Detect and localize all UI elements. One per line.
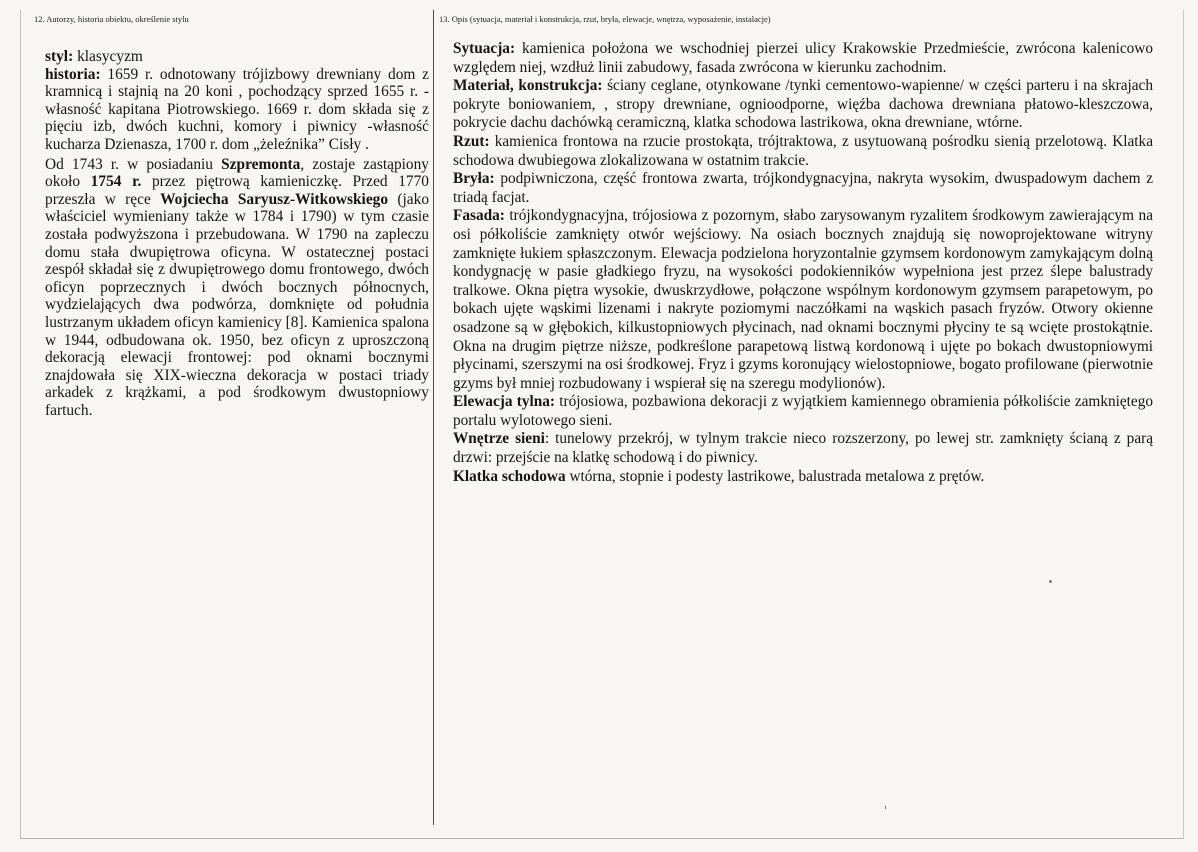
style-paragraph: [45, 48, 429, 154]
ownership-text-d: (jako właściciel wymieniany także w 1784 i 1790) w tym czasie została podwyższona i przebudowana. W 1790 na zapleczu domu stała dwupiętrowa oficyna. W ostatecznej postaci zespół składał się z dwupiętrowego domu frontowego, dwóch oficyn poprzecznych i dwóch bocznych północnych, wydzielających dwa podwórza, domknięte od południa lustrzanym układem oficyn kamienicy [8]. Kamienica spalona w 1944, odbudowana ok. 1950, bez oficyn z uproszczoną dekoracją elewacji frontowej: pod oknami bocznymi znajdowała się XIX-wieczna dekoracja w postaci triady arkadek z krążkami, a pod środkowym dwustopniowy fartuch.: [45, 190, 430, 419]
ownership-paragraph: [45, 156, 429, 420]
klatka-label: Klatka schodowa: [453, 467, 566, 485]
history-label: historia:: [45, 65, 101, 83]
column-divider: [433, 10, 434, 825]
elewacja-tylna-text: trójosiowa, pozbawiona dekoracji z wyjątkiem kamiennego obramienia półkoliście zamkniętego portalu wylotowego sieni.: [453, 393, 1153, 429]
scan-speck: [1049, 580, 1052, 583]
material-text: ściany ceglane, otynkowane /tynki cementowo-wapienne/ w części parteru i na skrajach pokryte boniowaniem, , stropy drewniane, ognioodporne, więźba dachowa drewniana płatowo-kleszczowa, pokrycie dachu dachówką ceramiczną, klatka schodowa lastrikowa, okna drewniane, wtórne.: [453, 77, 1153, 132]
elewacja-tylna-label: Elewacja tylna:: [453, 393, 555, 411]
fasada-text: trójkondygnacyjna, trójosiowa z pozornym, słabo zarysowanym ryzalitem środkowym zawierającym na osi półkoliście zamknięty otwór wejściowy. Na osiach bocznych znajdują się nowoprojektowane witryny zamknięte łukiem spłaszczonym. Elewacja podzielona horyzontalnie gzymsem kordonowym zamykającym dolną kondygnację w pasie gładkiego fryzu, na wysokości podokienników wypełniona jest przez ślepe balustrady tralkowe. Okna piętra wysokie, dwuskrzydłowe, połączone wspólnym kordonowym gzymsem parapetowym, po bokach ujęte wąskimi lizenami i nakryte poziomymi naczółkami na wąskich pasach fryzów. Otwory okienne osadzone są w głębokich, kilkustopniowych płycinach, nad oknami bocznymi płyciny te są wcięte prostokątnie. Okna na drugim piętrze niższe, podkreślone parapetową listwą kordonową i ujęte po bokach dwustopniowymi płycinami, szerszymi na osi środkowej. Fryz i gzyms koronujący wielostopniowe, bogato profilowane (pierwotnie gzyms był mniej rozbudowany i wspierał się na szeregu modylionów).: [453, 207, 1153, 392]
sytuacja-section: [453, 40, 1153, 77]
fasada-section: [453, 207, 1153, 393]
owner-name-szpremont: Szpremonta: [221, 155, 301, 173]
ownership-text-b: , zostaje zastąpiony około: [45, 155, 429, 191]
rzut-label: Rzut:: [453, 132, 490, 150]
bryla-section: [453, 170, 1153, 207]
bryla-label: Bryła:: [453, 170, 495, 188]
style-text: klasycyzm: [73, 48, 143, 65]
material-section: [453, 77, 1153, 133]
rzut-text: kamienica frontowa na rzucie prostokąta, trójtraktowa, z usytuowaną pośrodku sienią przelotową. Klatka schodowa dwubiegowa zlokalizowana w ostatnim trakcie.: [453, 132, 1153, 169]
ownership-text-c: przez piętrową kamieniczkę. Przed 1770 przeszła w ręce: [45, 173, 429, 208]
ownership-text-a: Od 1743 r. w posiadaniu: [45, 155, 222, 173]
history-column: [45, 48, 429, 419]
owner-name-witkowski: Wojciecha Saryusz-Witkowskiego: [160, 190, 389, 208]
description-column: [453, 40, 1153, 486]
wnetrze-text: : tunelowy przekrój, w tylnym trakcie nieco rozszerzony, po lewej str. zamknięty ścianą z parą drzwi: przejście na klatkę schodową i do piwnicy.: [453, 430, 1153, 467]
rzut-section: [453, 133, 1153, 170]
wnetrze-section: [453, 430, 1153, 467]
sytuacja-text: kamienica położona we wschodniej pierzei ulicy Krakowskie Przedmieście, zwrócona kalenicowo względem niej, wzdłuż linii zabudowy, fasada zwrócona w kierunku zachodnim.: [453, 40, 1153, 76]
left-column-header: 12. Autorzy, historia obiektu, określenie stylu: [34, 14, 189, 24]
material-label: Materiał, konstrukcja:: [453, 77, 603, 95]
wnetrze-label: Wnętrze sieni: [453, 430, 545, 448]
bryla-text: podpiwniczona, część frontowa zwarta, trójkondygnacyjna, nakryta wysokim, dwuspadowym dachem z triadą facjat.: [453, 170, 1153, 206]
fasada-label: Fasada:: [453, 207, 505, 225]
right-column-header: 13. Opis (sytuacja, materiał i konstrukcja, rzut, bryła, elewacje, wnętrza, wyposażenie, instalacje): [439, 14, 771, 24]
history-text: 1659 r. odnotowany trójizbowy drewniany dom z kramnicą i stajnią na 20 koni , pochodzący sprzed 1655 r. -własność kapitana Piotrowskiego. 1669 r. dom składa się z pięciu izb, dwóch kuchni, komory i piwnicy -własność kucharza Dzienasza, 1700 r. dom „żeleźnika” Cisły .: [45, 65, 429, 153]
klatka-text: wtórna, stopnie i podesty lastrikowe, balustrada metalowa z prętów.: [565, 467, 985, 485]
scan-mark: [885, 806, 886, 809]
elewacja-tylna-section: [453, 393, 1153, 430]
style-label: styl:: [45, 48, 74, 65]
year-1754: 1754 r.: [90, 173, 142, 191]
klatka-section: [453, 468, 1153, 487]
sytuacja-label: Sytuacja:: [453, 40, 516, 57]
